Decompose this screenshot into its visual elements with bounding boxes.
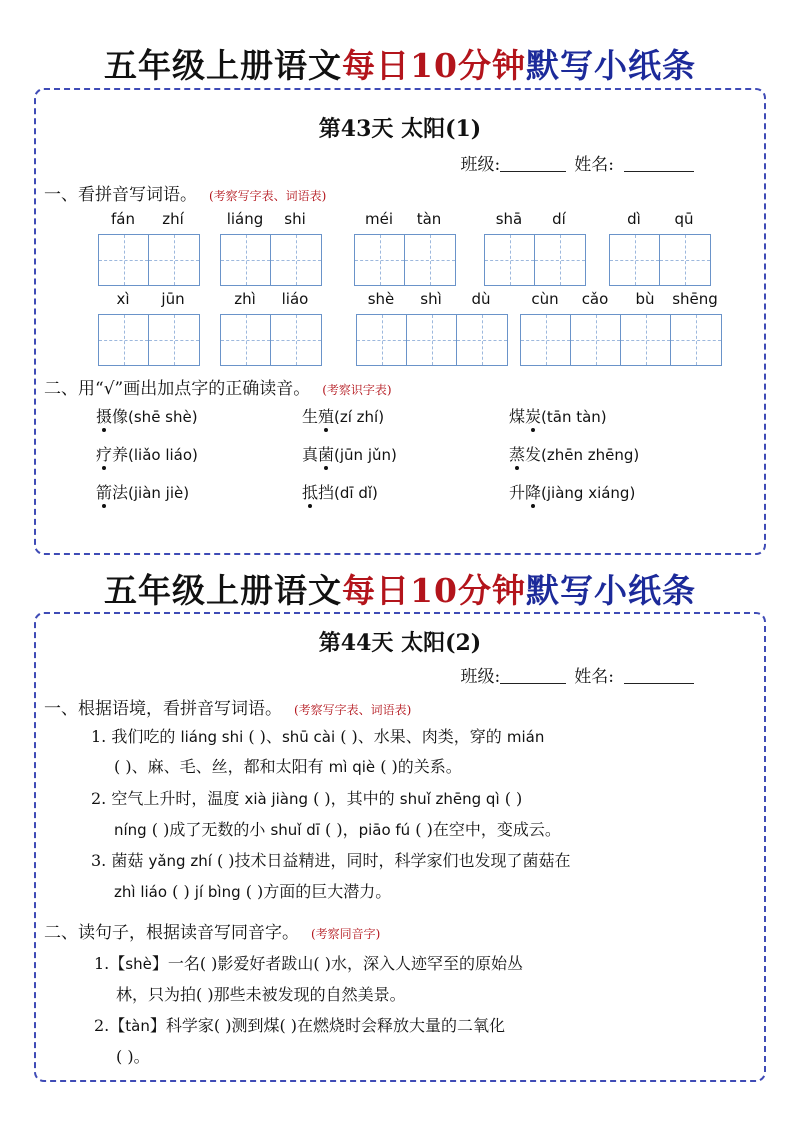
question-3-line-2: zhì liáo ( ) jí bìng ( )方面的巨大潜力。 <box>114 882 392 901</box>
pinyin-options: (shē shè) <box>128 408 198 426</box>
section-note: (考察写字表、词语表) <box>209 189 327 203</box>
homophone-2-line-1: 2.【tàn】科学家( )测到煤( )在燃烧时会释放大量的二氧化 <box>94 1016 506 1035</box>
pinyin: shā <box>495 210 523 228</box>
pinyin: liáo <box>281 290 309 308</box>
word: 蒸发 <box>509 445 542 464</box>
emphasis-dot <box>324 466 328 470</box>
pinyin: dí <box>552 210 566 228</box>
pinyin: shi <box>284 210 306 228</box>
word: 生殖 <box>302 407 335 426</box>
writing-grid[interactable] <box>484 234 586 286</box>
pinyin-options: (dī dǐ) <box>334 484 378 502</box>
question-3-line-1: 3. 菌菇 yǎng zhí ( )技术日益精进，同时，科学家们也发现了菌菇在 <box>91 851 571 870</box>
question-2-line-1: 2. 空气上升时，温度 xià jiàng ( )，其中的 shuǐ zhēng qì ( ) <box>91 789 523 808</box>
class-label: 班级: <box>460 667 501 687</box>
section-note: (考察写字表、词语表) <box>294 703 412 717</box>
class-name-line <box>461 150 694 175</box>
pinyin: bù <box>635 290 655 308</box>
pinyin: méi <box>364 210 393 228</box>
writing-grid[interactable] <box>98 314 200 366</box>
banner-dictation: 默写小纸条 <box>525 46 696 85</box>
pinyin-options: (zhēn zhēng) <box>541 446 640 464</box>
banner-daily: 每日10分钟 <box>342 571 526 610</box>
emphasis-dot <box>515 466 519 470</box>
pinyin-options: (zí zhí) <box>334 408 385 426</box>
pinyin: shì <box>420 290 442 308</box>
pinyin: qū <box>674 210 694 228</box>
class-name-line <box>461 662 694 687</box>
pinyin: cǎo <box>581 290 609 308</box>
section-title: 一、根据语境，看拼音写词语。 <box>44 699 282 719</box>
section-note: (考察同音字) <box>311 927 381 941</box>
day-title: 第43天 太阳(1) <box>318 116 482 142</box>
word: 疗养 <box>96 445 129 464</box>
word: 抵挡 <box>302 483 335 502</box>
page-banner <box>0 565 800 612</box>
section-title: 二、读句子，根据读音写同音字。 <box>44 923 299 943</box>
pinyin-options: (jiàn jiè) <box>128 484 190 502</box>
day-title: 第44天 太阳(2) <box>318 630 482 656</box>
question-1-line-1: 1. 我们吃的 liáng shi ( )、shū cài ( )、水果、肉类，穿的 mián <box>91 727 545 746</box>
banner-grade: 五年级上册语文 <box>104 571 343 610</box>
reading-choice[interactable] <box>96 442 198 465</box>
section-heading <box>44 180 326 205</box>
banner-daily: 每日10分钟 <box>342 46 526 85</box>
pinyin-options: (liǎo liáo) <box>128 446 198 464</box>
emphasis-dot <box>102 428 106 432</box>
section-note: (考察识字表) <box>322 383 392 397</box>
pinyin: shè <box>367 290 395 308</box>
reading-choice[interactable] <box>96 480 189 503</box>
name-blank[interactable] <box>624 683 694 684</box>
pinyin: dù <box>471 290 491 308</box>
pinyin: zhì <box>234 290 256 308</box>
writing-grid[interactable] <box>354 234 456 286</box>
section-title: 二、用“√”画出加点字的正确读音。 <box>44 379 311 399</box>
writing-grid[interactable] <box>520 314 722 366</box>
reading-choice[interactable] <box>509 480 635 503</box>
emphasis-dot <box>308 504 312 508</box>
pinyin: liáng <box>226 210 264 228</box>
section-title: 一、看拼音写词语。 <box>44 185 197 205</box>
writing-grid[interactable] <box>98 234 200 286</box>
reading-choice[interactable] <box>302 442 397 465</box>
reading-choice[interactable] <box>509 442 639 465</box>
section-heading <box>44 694 411 719</box>
emphasis-dot <box>102 504 106 508</box>
pinyin: fán <box>111 210 135 228</box>
name-label: 姓名: <box>574 667 614 687</box>
worksheet-day-43 <box>34 88 766 555</box>
class-blank[interactable] <box>500 171 566 172</box>
homophone-1-line-2: 林，只为拍( )那些未被发现的自然美景。 <box>116 985 406 1004</box>
pinyin: jūn <box>161 290 185 308</box>
banner-grade: 五年级上册语文 <box>104 46 343 85</box>
emphasis-dot <box>531 428 535 432</box>
reading-choice[interactable] <box>302 480 378 503</box>
emphasis-dot <box>324 428 328 432</box>
reading-choice[interactable] <box>302 404 384 427</box>
question-1-line-2: ( )、麻、毛、丝，都和太阳有 mì qiè ( )的关系。 <box>114 757 462 776</box>
pinyin: zhí <box>162 210 184 228</box>
homophone-2-line-2: ( )。 <box>116 1047 150 1066</box>
name-blank[interactable] <box>624 171 694 172</box>
pinyin: xì <box>116 290 130 308</box>
pinyin: dì <box>627 210 641 228</box>
homophone-1-line-1: 1.【shè】一名( )影爱好者跋山( )水，深入人迹罕至的原始丛 <box>94 954 523 973</box>
name-label: 姓名: <box>574 155 614 175</box>
page-banner <box>0 40 800 87</box>
banner-dictation: 默写小纸条 <box>525 571 696 610</box>
word: 箭法 <box>96 483 129 502</box>
emphasis-dot <box>531 504 535 508</box>
emphasis-dot <box>102 466 106 470</box>
pinyin: shēng <box>672 290 718 308</box>
section-heading <box>44 374 392 399</box>
word: 升降 <box>509 483 542 502</box>
worksheet-day-44 <box>34 612 766 1082</box>
pinyin-options: (tān tàn) <box>541 408 607 426</box>
reading-choice[interactable] <box>509 404 607 427</box>
writing-grid[interactable] <box>220 314 322 366</box>
section-heading <box>44 918 380 943</box>
pinyin-options: (jiàng xiáng) <box>541 484 636 502</box>
pinyin-options: (jūn jǔn) <box>334 446 397 464</box>
class-blank[interactable] <box>500 683 566 684</box>
pinyin: tàn <box>416 210 442 228</box>
word: 煤炭 <box>509 407 542 426</box>
word: 真菌 <box>302 445 335 464</box>
pinyin: cùn <box>531 290 559 308</box>
writing-grid[interactable] <box>220 234 322 286</box>
writing-grid[interactable] <box>609 234 711 286</box>
reading-choice[interactable] <box>96 404 198 427</box>
class-label: 班级: <box>460 155 501 175</box>
question-2-line-2: níng ( )成了无数的小 shuǐ dī ( )，piāo fú ( )在空中，变成云。 <box>114 820 561 839</box>
writing-grid[interactable] <box>356 314 508 366</box>
word: 摄像 <box>96 407 129 426</box>
